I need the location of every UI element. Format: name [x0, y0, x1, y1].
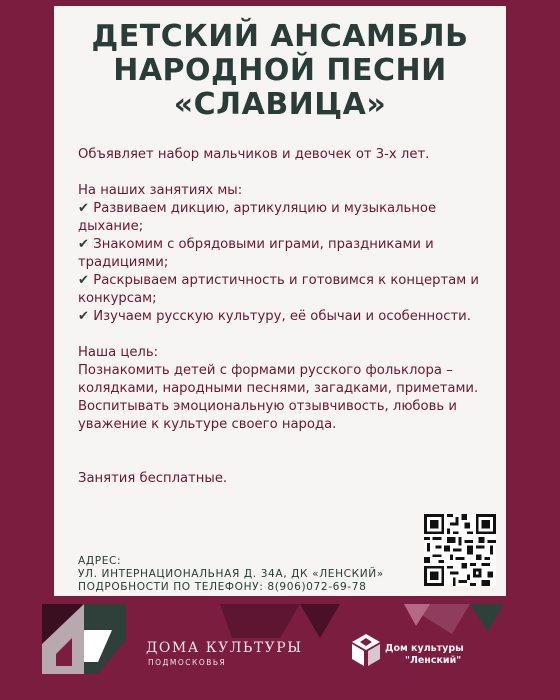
check-icon: ✔: [78, 201, 90, 216]
goal-heading: Наша цель:: [78, 345, 159, 360]
title-line-1: ДЕТСКИЙ АНСАМБЛЬ: [91, 19, 469, 54]
list-item: ✔ Развиваем дикцию, артикуляцию и музыкальное дыхание;: [78, 201, 437, 234]
address-block: [78, 555, 418, 594]
lensky-logo-icon: [352, 634, 380, 666]
list-item: ✔ Знакомим с обрядовыми играми, праздниками и традициями;: [78, 237, 434, 270]
list-item: ✔ Изучаем русскую культуру, её обычаи и особенности.: [78, 309, 471, 324]
lensky-name-line1: Дом культуры: [385, 643, 464, 654]
list-item: ✔ Раскрываем артистичность и готовимся к концертам и конкурсам;: [78, 273, 479, 306]
lensky-name-line2: "Ленский": [405, 655, 462, 666]
check-icon: ✔: [78, 309, 90, 324]
poster-card: [54, 6, 506, 596]
classes-heading: На наших занятиях мы:: [78, 183, 243, 198]
poster-title: [54, 20, 506, 122]
phone-info: ПОДРОБНОСТИ ПО ТЕЛЕФОНУ: 8(906)072-69-78: [78, 581, 367, 593]
dk-brand-title: ДОМА КУЛЬТУРЫ: [146, 640, 303, 656]
free-note: Занятия бесплатные.: [78, 471, 228, 486]
qr-code-icon[interactable]: [424, 514, 496, 586]
check-icon: ✔: [78, 273, 90, 288]
dk-brand-subtitle: ПОДМОСКОВЬЯ: [148, 658, 227, 667]
address-label: АДРЕС:: [78, 555, 122, 567]
goal-text: Познакомить детей с формами русского фольклора – колядками, народными песнями, загадками, приметами. Воспитывать эмоциональную отзывчивость, любовь и уважение к культуре своего народа.: [78, 363, 479, 432]
title-line-3: «СЛАВИЦА»: [173, 87, 387, 122]
dk-logo-icon: [42, 604, 126, 674]
poster-body: [78, 146, 488, 488]
address-street: УЛ. ИНТЕРНАЦИОНАЛЬНАЯ Д. 34А, ДК «ЛЕНСКИЙ»: [78, 568, 384, 580]
check-icon: ✔: [78, 237, 90, 252]
title-line-2: НАРОДНОЙ ПЕСНИ: [113, 53, 447, 88]
intro-text: Объявляет набор мальчиков и девочек от 3-х лет.: [78, 147, 430, 162]
